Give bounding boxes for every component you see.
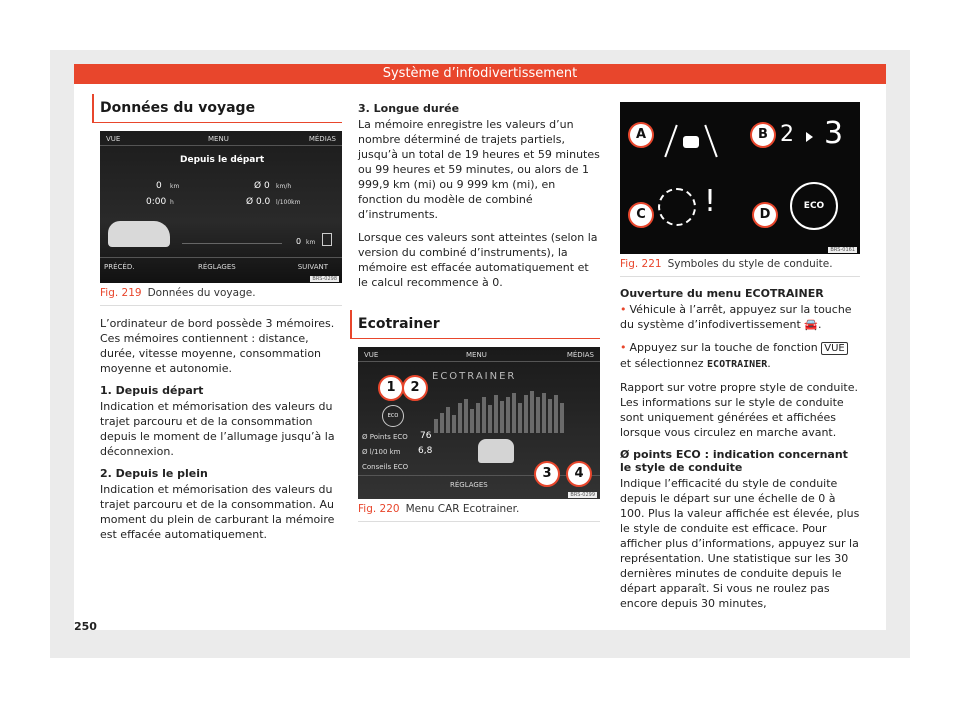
fig220-caption xyxy=(358,499,600,522)
fig219-number: Fig. 219 xyxy=(100,287,142,299)
symbol-label-d: D xyxy=(752,202,778,228)
fig219-distance-unit: km xyxy=(170,183,180,190)
fig219-reference: BRS-0298 xyxy=(312,276,337,282)
fig221-number: Fig. 221 xyxy=(620,258,662,270)
fig219-speed-value: Ø 0 xyxy=(254,181,270,191)
eco-mode-text: ECO xyxy=(803,201,825,211)
fig220-settings-label: RÉGLAGES xyxy=(450,481,488,489)
figure-219 xyxy=(100,131,342,283)
bullet-2-text-b: et sélectionnez xyxy=(620,357,704,370)
intro-paragraph: L’ordinateur de bord possède 3 mémoires. Ces mémoires contiennent : distance, durée, vitesse moyenne, consommation moyenne et autonomie. xyxy=(100,317,335,375)
fig220-top-center: MENU xyxy=(466,351,487,359)
symbol-label-c: C xyxy=(628,202,654,228)
key-vue: VUE xyxy=(821,342,847,355)
fig219-top-left: VUE xyxy=(106,135,121,143)
fig220-number: Fig. 220 xyxy=(358,503,400,515)
fig219-next-label: SUIVANT xyxy=(297,263,328,271)
fig219-subtitle: Depuis le départ xyxy=(180,155,265,165)
fig219-distance-value: 0 xyxy=(156,181,162,191)
fig219-previous-label: PRÉCÉD. xyxy=(104,263,135,271)
fig220-caption-text: Menu CAR Ecotrainer. xyxy=(405,503,520,515)
car-image xyxy=(108,221,170,247)
fig220-row2-label: Ø l/100 km xyxy=(362,448,401,456)
eco-mode-icon xyxy=(790,182,838,230)
bullet-1: • Véhicule à l’arrêt, appuyez sur la touche du système d’infodivertissement 🚘. xyxy=(620,303,852,331)
heading-since-refuel: 2. Depuis le plein xyxy=(100,467,208,480)
fig219-range-value: 0 xyxy=(296,237,302,246)
page-number: 250 xyxy=(74,620,97,633)
callout-2: 2 xyxy=(402,375,428,401)
paragraph-long-term-a: La mémoire enregistre les valeurs d’un nombre déterminé de trajets partiels, jusqu’à un total de 19 heures et 59 minutes ou 99 heures et 59 minutes, ou alors de 1 999,9 km (mi) ou 9 999 km (mi), en fonction du modèle de combiné d’instruments. xyxy=(358,118,600,221)
fig219-caption xyxy=(100,283,342,306)
fig219-caption-text: Données du voyage. xyxy=(147,287,256,299)
figure-220 xyxy=(358,347,600,499)
exclamation-icon: ! xyxy=(704,184,717,219)
heading-since-start: 1. Depuis départ xyxy=(100,384,204,397)
bullet-1-text: Véhicule à l’arrêt, appuyez sur la touche du système d’infodivertissement xyxy=(620,303,852,331)
paragraph-report: Rapport sur votre propre style de conduite. Les informations sur le style de conduite sont uniquement générées et affichées lorsque vous circulez en marche avant. xyxy=(620,381,858,439)
section-title-ecotrainer: Ecotrainer xyxy=(350,310,600,339)
bullet-2: • Appuyez sur la touche de fonction VUE et sélectionnez ECOTRAINER. xyxy=(620,340,860,372)
fig219-range-unit: km xyxy=(306,239,316,246)
menu-code-ecotrainer: ECOTRAINER xyxy=(707,359,768,370)
fig219-consumption-value: Ø 0.0 xyxy=(246,197,271,207)
fig220-reference: BRS-0299 xyxy=(570,492,595,498)
callout-1: 1 xyxy=(378,375,404,401)
fig220-top-left: VUE xyxy=(364,351,379,359)
paragraph-long-term-b: Lorsque ces valeurs sont atteintes (selon la version du combiné d’instruments), la mémoire est effacée automatiquement et le calcul recommence à 0. xyxy=(358,231,598,289)
fig219-speed-unit: km/h xyxy=(276,183,292,190)
fig221-reference: BRS-0161 xyxy=(830,247,855,253)
current-gear: 2 xyxy=(780,122,794,147)
column-3 xyxy=(620,102,860,619)
fig220-brand: ECOTRAINER xyxy=(432,371,517,382)
callout-4: 4 xyxy=(566,461,592,487)
eco-badge-text: ECO xyxy=(387,413,399,419)
fig220-row3-label: Conseils ECO xyxy=(362,463,409,471)
car-rear-image xyxy=(478,439,514,463)
fig220-row1-value: 76 xyxy=(420,431,432,441)
symbol-label-b: B xyxy=(750,122,776,148)
heading-open-menu: Ouverture du menu ECOTRAINER xyxy=(620,287,824,300)
fig219-time-value: 0:00 xyxy=(146,197,167,207)
fig219-consumption-unit: l/100km xyxy=(276,199,301,206)
bullet-icon: • xyxy=(620,341,627,354)
fig220-row2-value: 6,8 xyxy=(418,446,433,456)
arrow-right-icon xyxy=(806,132,813,142)
callout-3: 3 xyxy=(534,461,560,487)
paragraph-since-start: Indication et mémorisation des valeurs du trajet parcouru et de la consommation depuis le moment de l’allumage jusqu’à la déconnexion. xyxy=(100,400,335,458)
car-icon: 🚘 xyxy=(804,318,818,331)
fig219-top-right: MÉDIAS xyxy=(308,135,336,143)
bullet-icon: • xyxy=(620,303,627,316)
recommended-gear: 3 xyxy=(824,116,844,151)
fig219-time-unit: h xyxy=(170,199,174,206)
manual-page xyxy=(74,64,886,633)
section-title-trip-data: Données du voyage xyxy=(92,94,342,123)
fig221-caption-text: Symboles du style de conduite. xyxy=(667,258,833,270)
fig219-settings-label: RÉGLAGES xyxy=(198,263,236,271)
chapter-header: Système d’infodivertissement xyxy=(74,64,886,84)
paragraph-eco-points: Indique l’efficacité du style de conduite depuis le départ sur une échelle de 0 à 100. Plus la valeur affichée est élevée, plus le style de conduite est efficace. Pour afficher plus d’informations, appuyez sur la représentation. Une statistique sur les 30 dernières minutes de conduite depuis le départ apparaît. Si vous ne roulez pas encore depuis 30 minutes, xyxy=(620,477,860,610)
lane-assist-icon xyxy=(666,120,716,156)
figure-221 xyxy=(620,102,860,254)
eco-badge xyxy=(382,405,404,427)
eco-bar-chart xyxy=(434,389,584,433)
column-1 xyxy=(100,94,342,550)
heading-eco-points: Ø points ECO : indication concernant le style de conduite xyxy=(620,448,848,474)
column-2 xyxy=(358,102,600,532)
fig220-row1-label: Ø Points ECO xyxy=(362,433,408,441)
fig220-top-right: MÉDIAS xyxy=(566,351,594,359)
heading-long-term: 3. Longue durée xyxy=(358,102,460,115)
bullet-2-text-a: Appuyez sur la touche de fonction xyxy=(629,341,818,354)
symbol-label-a: A xyxy=(628,122,654,148)
paragraph-since-refuel: Indication et mémorisation des valeurs du trajet parcouru et de la consommation. Au moment du plein de carburant la mémoire est effacée automatiquement. xyxy=(100,483,335,541)
fuel-pump-icon xyxy=(322,233,332,246)
fig221-caption xyxy=(620,254,860,277)
speedometer-warning-icon xyxy=(658,188,696,226)
fig219-top-center: MENU xyxy=(208,135,229,143)
